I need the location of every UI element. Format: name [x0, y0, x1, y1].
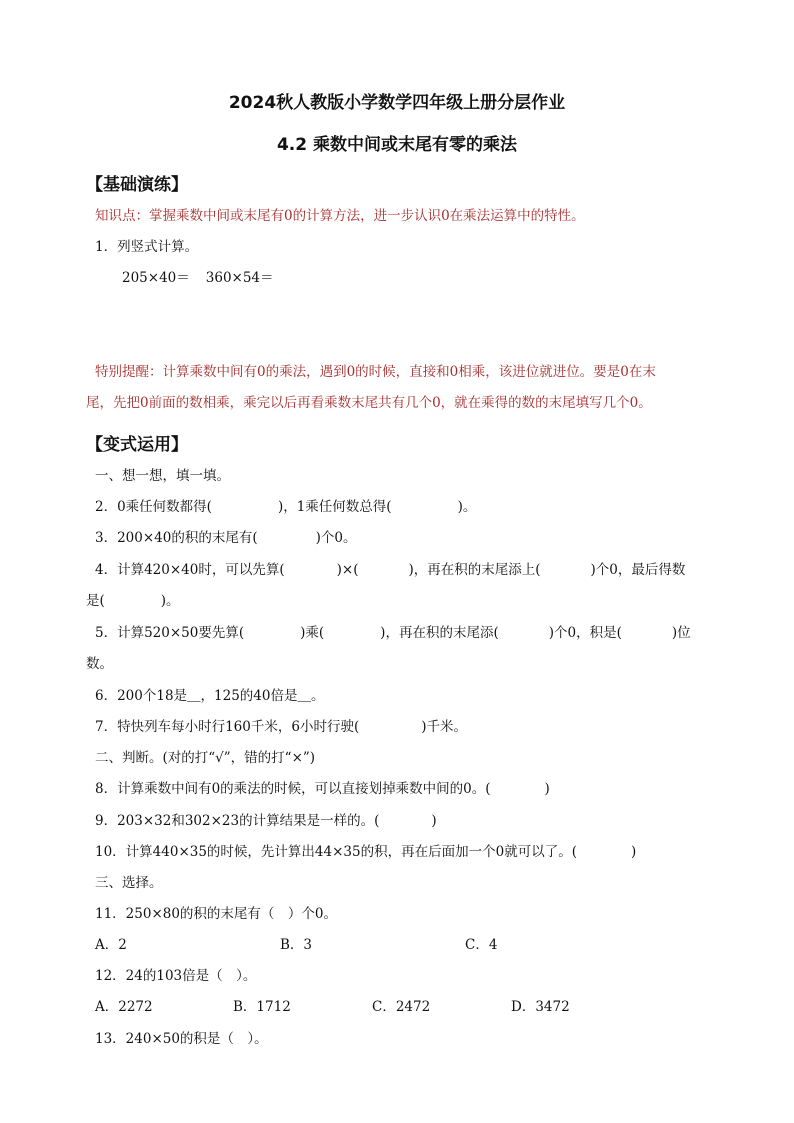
- page-subtitle: 4.2 乘数中间或末尾有零的乘法: [276, 135, 518, 155]
- question-9: 9．203×32和302×23的计算结果是一样的。( ): [95, 813, 437, 829]
- question-5-line-2: 数。: [86, 656, 113, 672]
- question-7: 7．特快列车每小时行160千米，6小时行驶( )千米。: [95, 719, 467, 735]
- q11-option-c[interactable]: C．4: [465, 937, 498, 953]
- q11-option-a[interactable]: A．2: [95, 937, 127, 953]
- question-1-prompt: 1．列竖式计算。: [95, 239, 199, 255]
- q12-option-a[interactable]: A．2272: [95, 999, 153, 1015]
- expr-a: 205×40＝: [122, 270, 190, 286]
- reminder-line-1: 特别提醒：计算乘数中间有0的乘法，遇到0的时候，直接和0相乘，该进位就进位。要是0在末: [95, 364, 656, 380]
- question-5-line-1: 5．计算520×50要先算( )乘( )，再在积的末尾添( )个0，积是( )位: [95, 625, 691, 641]
- section-basic: 【基础演练】: [86, 175, 188, 195]
- part-1-heading: 一、想一想，填一填。: [95, 468, 230, 484]
- question-13-prompt: 13．240×50的积是（ ）。: [95, 1031, 268, 1047]
- question-4-line-2: 是( )。: [86, 593, 180, 609]
- question-6: 6．200个18是＿，125的40倍是＿。: [95, 688, 325, 704]
- part-2-heading: 二、判断。(对的打“√”，错的打“×”): [95, 750, 316, 766]
- question-2: 2．0乘任何数都得( )，1乘任何数总得( )。: [95, 499, 477, 515]
- page-title: 2024秋人教版小学数学四年级上册分层作业: [228, 93, 566, 113]
- q12-option-b[interactable]: B．1712: [233, 999, 291, 1015]
- question-10: 10．计算440×35的时候，先计算出44×35的积，再在后面加一个0就可以了。( ): [95, 844, 637, 860]
- question-3: 3．200×40的积的末尾有( )个0。: [95, 530, 357, 546]
- expr-b: 360×54＝: [205, 270, 274, 286]
- section-variant: 【变式运用】: [86, 435, 188, 455]
- question-4-line-1: 4．计算420×40时，可以先算( )×( )，再在积的末尾添上( )个0，最后得数: [95, 562, 686, 578]
- question-1-exprs: [122, 268, 737, 288]
- q12-option-d[interactable]: D．3472: [511, 999, 570, 1015]
- q11-option-b[interactable]: B．3: [280, 937, 313, 953]
- part-3-heading: 三、选择。: [95, 875, 163, 891]
- question-12-prompt: 12．24的103倍是（ ）。: [95, 968, 257, 984]
- knowledge-point: 知识点：掌握乘数中间或末尾有0的计算方法，进一步认识0在乘法运算中的特性。: [95, 208, 585, 224]
- reminder-line-2: 尾，先把0前面的数相乘，乘完以后再看乘数末尾共有几个0，就在乘得的数的末尾填写几个0。: [86, 395, 652, 411]
- q12-option-c[interactable]: C．2472: [372, 999, 431, 1015]
- question-8: 8．计算乘数中间有0的乘法的时候，可以直接划掉乘数中间的0。( ): [95, 781, 550, 797]
- question-11-prompt: 11．250×80的积的末尾有（ ）个0。: [95, 906, 338, 922]
